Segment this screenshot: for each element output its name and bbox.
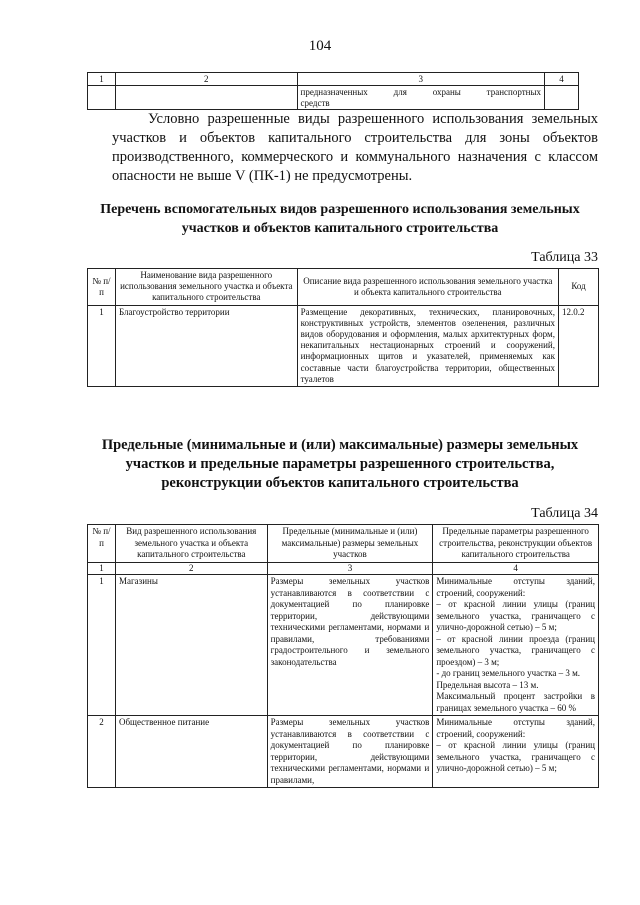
table-header-row — [88, 525, 599, 563]
continued-table — [87, 72, 579, 110]
param-line: Минимальные отступы зданий, строений, сооружений: — [436, 717, 595, 739]
table-row — [88, 305, 599, 386]
param-line: Минимальные отступы зданий, строений, сооружений: — [436, 576, 595, 598]
column-number: 2 — [115, 73, 297, 86]
param-line: Максимальный процент застройки в границах земельного участка – 60 % — [436, 691, 595, 713]
use-description: Размещение декоративных, технических, планировочных, конструктивных устройств, элементов озеленения, различных видов оборудования и оформления, малых архитектурных форм, некапитальных нестационарных строений и сооружений, информационных щитов и указателей, применяемых как составные части благоустройства территории, общественных туалетов — [297, 305, 558, 386]
table-cell-description — [297, 86, 545, 110]
plot-sizes: Размеры земельных участков устанавливаются в соответствии с документацией по планировке территории, действующими техническими регламентами, нормами и правилами, — [267, 716, 433, 788]
column-number: 1 — [88, 562, 116, 575]
intro-paragraph: Условно разрешенные виды разрешенного использования земельных участков и объектов капитального строительства для зоны объектов производственного, коммерческого и коммунального назначения с классом опасности не выше V (ПК-1) не предусмотрены. — [112, 111, 598, 184]
table-33 — [87, 268, 599, 387]
table-row — [88, 86, 579, 110]
table-caption: Таблица 33 — [531, 250, 598, 265]
construction-params — [433, 575, 599, 716]
column-number: 3 — [267, 562, 433, 575]
table-row — [88, 73, 579, 86]
column-header: Код — [559, 269, 599, 306]
column-header: Предельные параметры разрешенного строительства, реконструкции объектов капитального строительства — [433, 525, 599, 563]
table-row — [88, 575, 599, 716]
row-number: 2 — [88, 716, 116, 788]
row-number: 1 — [88, 305, 116, 386]
cell-text: предназначенных для охраны транспортных — [300, 87, 542, 97]
param-line: Предельная высота – 13 м. — [436, 679, 539, 690]
column-header: Предельные (минимальные и (или) максимальные) размеры земельных участков — [267, 525, 433, 563]
plot-sizes: Размеры земельных участков устанавливаются в соответствии с документацией по планировке территории, действующими техническими регламентами, нормами и правилами, требованиями градостроительного и земельного законодательства — [267, 575, 433, 716]
param-line: – от красной линии улицы (границ земельного участка, граничащего с улично-дорожной сетью) – 5 м; — [436, 740, 595, 773]
column-header: Вид разрешенного использования земельного участка и объекта капитального строительства — [115, 525, 267, 563]
table-cell — [88, 86, 116, 110]
table-row — [88, 716, 599, 788]
section-heading: Предельные (минимальные и (или) максимальные) размеры земельных участков и предельные параметры разрешенного строительства, реконструкции объектов капитального строительства — [101, 437, 579, 491]
column-header: Наименование вида разрешенного использования земельного участка и объекта капитального строительства — [115, 269, 297, 306]
column-number: 2 — [115, 562, 267, 575]
construction-params — [433, 716, 599, 788]
use-name: Общественное питание — [115, 716, 267, 788]
use-code: 12.0.2 — [559, 305, 599, 386]
param-line: – от красной линии проезда (границ земельного участка, граничащего с проездом) – 3 м; — [436, 633, 595, 667]
column-number: 1 — [88, 73, 116, 86]
cell-text: средств — [300, 98, 330, 109]
use-name: Благоустройство территории — [115, 305, 297, 386]
table-cell — [115, 86, 297, 110]
column-number: 4 — [433, 562, 599, 575]
column-header: № п/п — [88, 269, 116, 306]
page-number: 104 — [308, 38, 332, 54]
column-number-row — [88, 562, 599, 575]
use-name: Магазины — [115, 575, 267, 716]
table-caption: Таблица 34 — [531, 506, 598, 521]
table-34 — [87, 524, 599, 788]
section-heading: Перечень вспомогательных видов разрешенного использования земельных участков и объектов капитального строительства — [100, 202, 580, 236]
table-header-row — [88, 269, 599, 306]
table-cell — [545, 86, 579, 110]
column-number: 3 — [297, 73, 545, 86]
column-number: 4 — [545, 73, 579, 86]
column-header: № п/п — [88, 525, 116, 563]
column-header: Описание вида разрешенного использования земельного участка и объекта капитального строительства — [297, 269, 558, 306]
param-line: – от красной линии улицы (границ земельного участка, граничащего с улично-дорожной сетью) – 5 м; — [436, 599, 595, 632]
row-number: 1 — [88, 575, 116, 716]
param-line: - до границ земельного участка – 3 м. — [436, 668, 581, 678]
